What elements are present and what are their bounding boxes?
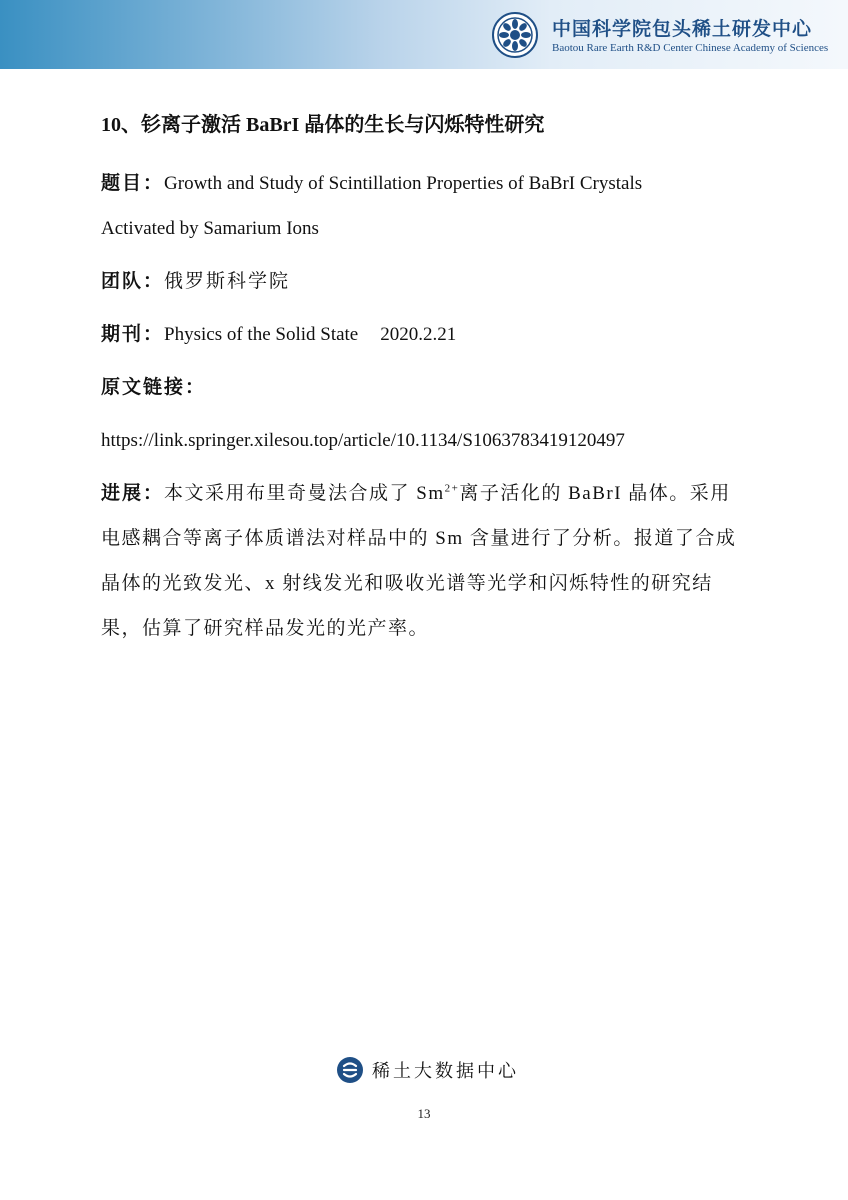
journal-paragraph xyxy=(101,312,751,357)
cas-emblem-icon xyxy=(492,12,538,58)
progress-label: 进展： xyxy=(101,483,165,504)
team-paragraph xyxy=(101,259,751,304)
footer-logo-text: 稀土大数据中心 xyxy=(372,1061,519,1082)
brand-name-english: Baotou Rare Earth R&D Center Chinese Academy of Sciences xyxy=(552,42,829,54)
journal-name: Physics of the Solid State xyxy=(164,324,359,345)
progress-paragraph xyxy=(101,471,751,651)
journal-date: 2020.2.21 xyxy=(380,324,457,345)
article-body xyxy=(101,108,751,659)
rare-earth-data-icon xyxy=(336,1056,364,1084)
page-header-band xyxy=(0,0,848,69)
link-label: 原文链接： xyxy=(101,377,207,398)
brand-name-chinese: 中国科学院包头稀土研发中心 xyxy=(552,18,813,40)
topic-line-2: Activated by Samarium Ions xyxy=(101,218,319,239)
article-title: 10、钐离子激活 BaBrI 晶体的生长与闪烁特性研究 xyxy=(101,114,545,136)
topic-label: 题目： xyxy=(101,173,165,194)
team-label: 团队： xyxy=(101,271,165,292)
topic-paragraph xyxy=(101,161,751,251)
progress-text-2: 离子活化的 BaBrI 晶体。采用电感耦合等离子体质谱法对样品中的 Sm 含量进行了分析。报道了合成晶体的光致发光、x 射线发光和吸收光谱等光学和闪烁特性的研究结果，估算了研究样品发光的光产率。 xyxy=(101,483,737,639)
footer-logo xyxy=(336,1056,519,1084)
progress-superscript: 2+ xyxy=(444,482,460,495)
team-value: 俄罗斯科学院 xyxy=(164,271,291,292)
journal-label: 期刊： xyxy=(101,324,165,345)
progress-text-1: 本文采用布里奇曼法合成了 Sm xyxy=(164,483,445,504)
topic-line-1: Growth and Study of Scintillation Properties of BaBrI Crystals xyxy=(164,173,643,194)
page-number: 13 xyxy=(417,1106,431,1121)
article-link[interactable]: https://link.springer.xilesou.top/article/10.1134/S1063783419120497 xyxy=(101,430,625,451)
link-label-paragraph xyxy=(101,365,751,410)
